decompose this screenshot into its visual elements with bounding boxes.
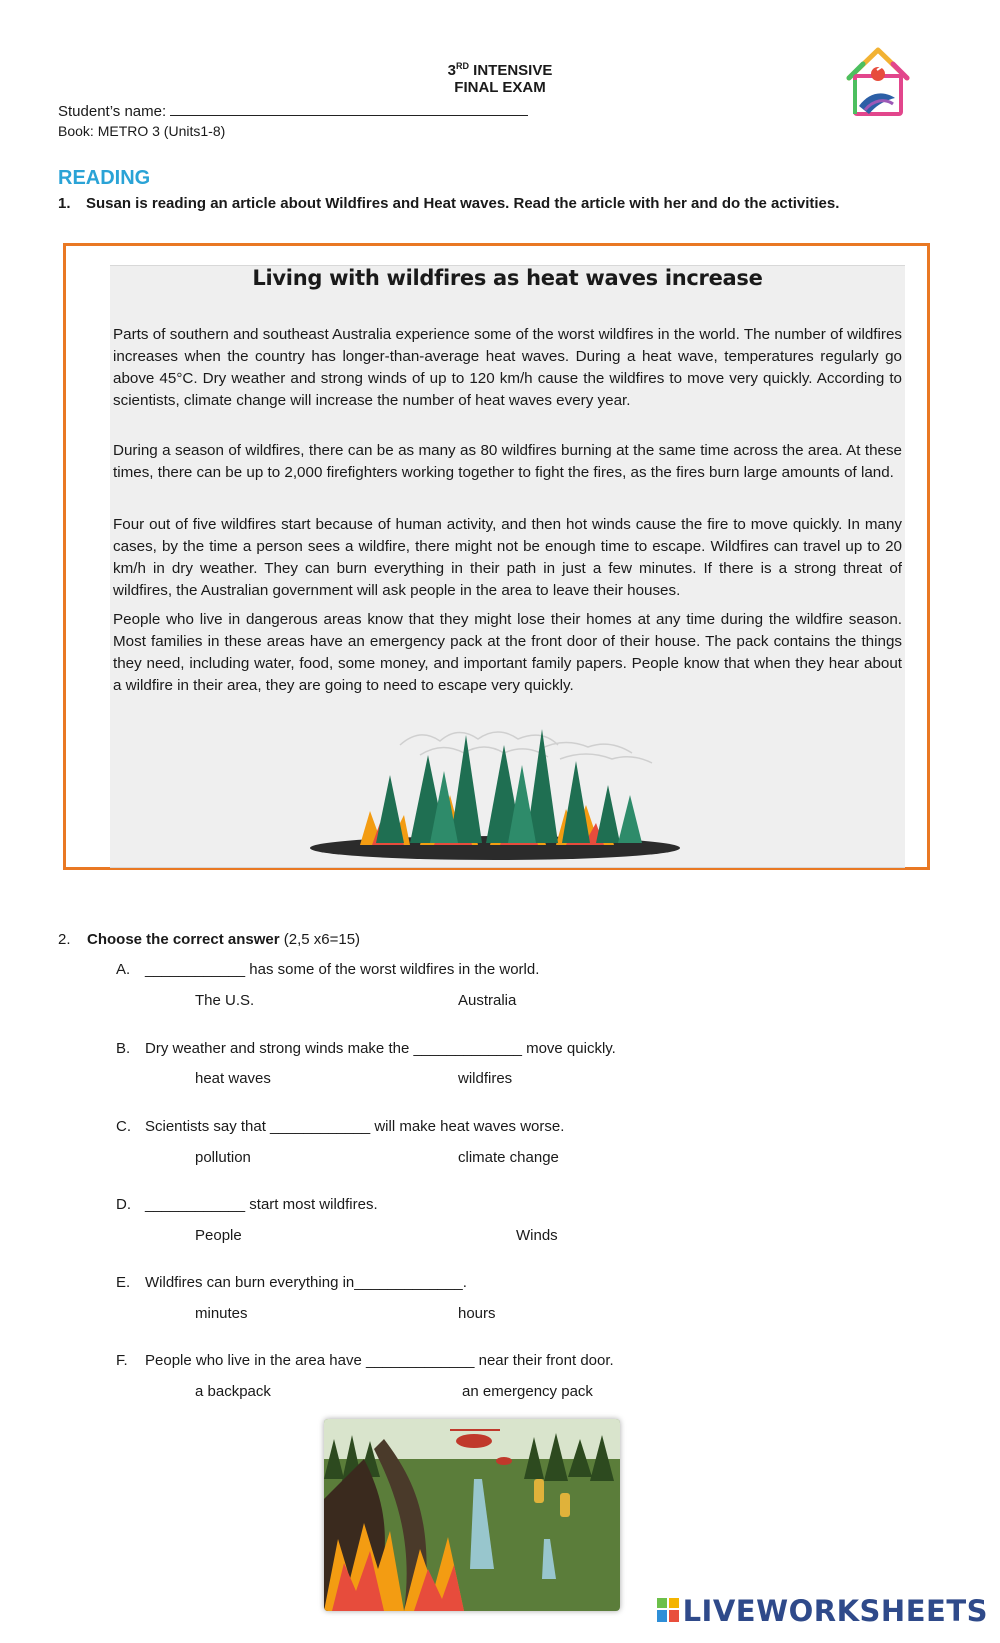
question-e: E. Wildfires can burn everything in_____________.: [116, 1274, 467, 1291]
question-a: A. ____________ has some of the worst wildfires in the world.: [116, 961, 540, 978]
option-d1[interactable]: People: [195, 1227, 242, 1244]
exam-subtitle: FINAL EXAM: [454, 79, 546, 96]
student-name-field[interactable]: [170, 101, 528, 116]
article-paragraph-4: People who live in dangerous areas know that they might lose their homes at any time during the wildfire season. Most families in these areas have an emergency pack at the front door of their house. The pack contains the things they need, including water, food, some money, and important family papers. People know that when they hear about a wildfire in their area, they are going to need to escape very quickly.: [113, 611, 902, 694]
option-c1[interactable]: pollution: [195, 1149, 251, 1166]
section-title: READING: [58, 167, 151, 189]
option-e2[interactable]: hours: [458, 1305, 496, 1322]
article-paragraph-3: Four out of five wildfires start because of human activity, and then hot winds cause the fire to move quickly. In many cases, by the time a person sees a wildfire, there might not be enough time to escape. Wildfires can travel up to 20 km/h in dry weather. They can burn everything in their path in just a few minutes. If there is a strong threat of wildfires, the Australian government will ask people in the area to leave their houses.: [113, 516, 902, 599]
liveworksheets-mark-icon: [657, 1598, 681, 1624]
article-title: Living with wildfires as heat waves increase: [252, 266, 763, 290]
question-c: C. Scientists say that ____________ will make heat waves worse.: [116, 1118, 565, 1135]
liveworksheets-logo: LIVEWORKSHEETS: [657, 1594, 988, 1628]
option-a1[interactable]: The U.S.: [195, 992, 255, 1009]
question-f: F. People who live in the area have _____________ near their front door.: [116, 1352, 614, 1369]
question-d: D. ____________ start most wildfires.: [116, 1196, 378, 1213]
question-heading: 2. Choose the correct answer (2,5 x6=15): [58, 931, 361, 948]
exam-title: 3RD INTENSIVE: [447, 61, 553, 79]
option-e1[interactable]: minutes: [195, 1305, 248, 1322]
question-b: B. Dry weather and strong winds make the _____________ move quickly.: [116, 1040, 616, 1057]
option-b1[interactable]: heat waves: [195, 1070, 271, 1087]
forest-fire-illustration: [300, 715, 700, 865]
option-c2[interactable]: climate change: [458, 1149, 559, 1166]
article-paragraph-1: Parts of southern and southeast Australia experience some of the worst wildfires in the world. The number of wildfires increases when the country has longer-than-average heat waves. During a heat wave, temperatures regularly go above 45°C. Dry weather and strong winds of up to 120 km/h cause the wildfires to move very quickly. According to scientists, climate change will increase the number of heat waves every year.: [113, 326, 902, 409]
school-logo-icon: [843, 44, 913, 124]
article-paragraph-2: During a season of wildfires, there can be as many as 80 wildfires burning at the same time across the area. At these times, there can be up to 2,000 firefighters working together to fight the fires, as the fires burn large amounts of land.: [113, 442, 902, 481]
option-b2[interactable]: wildfires: [458, 1070, 513, 1087]
firefighting-illustration: [324, 1419, 620, 1611]
book-info: Book: METRO 3 (Units1-8): [58, 123, 226, 139]
student-name-line: Student’s name:: [58, 101, 528, 120]
option-f2[interactable]: an emergency pack: [462, 1383, 593, 1400]
instruction-line: 1. Susan is reading an article about Wildfires and Heat waves. Read the article with her and do the activities.: [58, 195, 840, 212]
option-d2[interactable]: Winds: [516, 1227, 558, 1244]
option-a2[interactable]: Australia: [458, 992, 517, 1009]
option-f1[interactable]: a backpack: [195, 1383, 271, 1400]
